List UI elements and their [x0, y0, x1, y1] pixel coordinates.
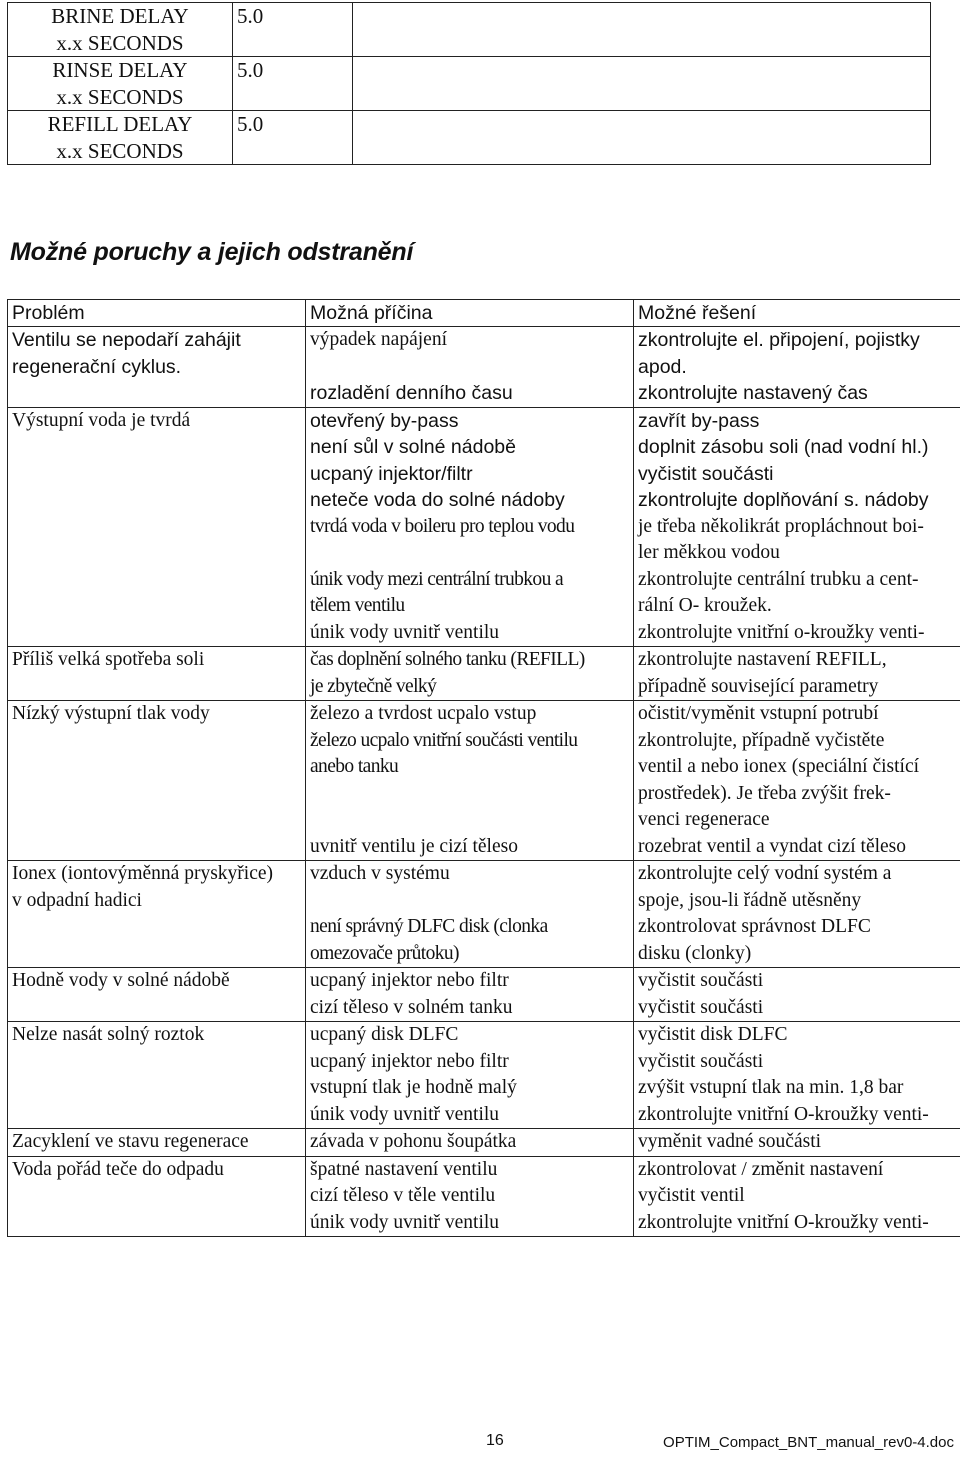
document-filename: OPTIM_Compact_BNT_manual_rev0-4.doc — [663, 1434, 954, 1451]
problem-cell — [8, 1129, 306, 1157]
problem-cell — [8, 914, 306, 968]
solution-line: očistit/vyměnit vstupní potrubí — [638, 703, 879, 724]
cause-cell — [306, 620, 634, 647]
cause-line: tělem ventilu — [310, 595, 405, 616]
cause-line: únik vody uvnitř ventilu — [310, 1211, 500, 1233]
problem-line: Nízký výstupní tlak vody — [12, 703, 210, 724]
cause-cell — [306, 380, 634, 407]
table-row — [8, 1129, 960, 1157]
problem-cell — [8, 461, 306, 488]
solution-line: zkontrolujte doplňování s. nádoby — [638, 489, 929, 511]
delay-value: 5.0 — [233, 57, 353, 111]
delay-unit: x.x SECONDS — [56, 30, 184, 55]
cause-line: je zbytečně velký — [310, 675, 437, 697]
table-row — [8, 995, 960, 1022]
table-row — [8, 914, 960, 968]
delay-row — [8, 111, 931, 165]
delay-settings-table — [7, 2, 931, 165]
cause-line: únik vody uvnitř ventilu — [310, 1103, 500, 1125]
cause-cell — [306, 701, 634, 728]
solution-line: zkontrolujte vnitřní o-kroužky venti- — [638, 621, 925, 643]
problem-cell — [8, 968, 306, 995]
problem-cell — [8, 647, 306, 701]
delay-name-cell — [8, 111, 233, 165]
problem-cell — [8, 620, 306, 647]
solution-line: rozebrat ventil a vyndat cizí těleso — [638, 835, 907, 857]
problem-line: Zacyklení ve stavu regenerace — [12, 1131, 249, 1152]
solution-cell — [634, 1183, 960, 1210]
page-number: 16 — [486, 1432, 504, 1449]
problem-cell — [8, 1210, 306, 1237]
cause-cell — [306, 647, 634, 701]
solution-cell — [634, 434, 960, 461]
delay-value: 5.0 — [233, 111, 353, 165]
cause-cell — [306, 728, 634, 834]
solution-line: vyčistit disk DLFC — [638, 1024, 788, 1045]
table-row — [8, 1102, 960, 1129]
cause-line: únik vody mezi centrální trubkou a — [310, 568, 564, 590]
cause-line: vstupní tlak je hodně malý — [310, 1077, 517, 1098]
cause-cell — [306, 914, 634, 968]
problem-cell — [8, 861, 306, 915]
problem-cell — [8, 1022, 306, 1049]
cause-cell — [306, 461, 634, 488]
solution-line: vyčistit součásti — [638, 996, 764, 1018]
cause-cell — [306, 434, 634, 461]
solution-line: zkontrolovat správnost DLFC — [638, 916, 871, 937]
solution-line: zkontrolujte centrální trubku a cent- — [638, 568, 919, 590]
cause-cell — [306, 1102, 634, 1129]
cause-cell — [306, 1129, 634, 1157]
problem-cell — [8, 407, 306, 434]
cause-line: otevřený by-pass — [310, 409, 459, 432]
cause-cell — [306, 1022, 634, 1049]
cause-cell — [306, 514, 634, 567]
table-row — [8, 1049, 960, 1076]
solution-cell — [634, 914, 960, 968]
problem-cell — [8, 701, 306, 728]
table-row — [8, 1022, 960, 1049]
delay-name-cell — [8, 3, 233, 57]
solution-line: venci regenerace — [638, 809, 770, 830]
delay-name-cell — [8, 57, 233, 111]
solution-line: zvýšit vstupní tlak na min. 1,8 bar — [638, 1077, 904, 1098]
delay-empty-cell — [353, 3, 931, 57]
cause-line: železo a tvrdost ucpalo vstup — [310, 703, 537, 724]
solution-cell — [634, 620, 960, 647]
delay-unit: x.x SECONDS — [56, 138, 184, 163]
cause-cell — [306, 834, 634, 861]
problem-cell — [8, 1049, 306, 1076]
delay-unit: x.x SECONDS — [56, 84, 184, 109]
solution-cell — [634, 327, 960, 381]
problem-line: Hodně vody v solné nádobě — [12, 970, 230, 991]
problem-line: Výstupní voda je tvrdá — [12, 409, 191, 431]
cause-line: není sůl v solné nádobě — [310, 436, 516, 458]
solution-line: disku (clonky) — [638, 942, 752, 964]
delay-empty-cell — [353, 57, 931, 111]
cause-line: omezovače průtoku) — [310, 942, 459, 964]
solution-line: ler měkkou vodou — [638, 542, 780, 563]
solution-line: zkontrolujte celý vodní systém a — [638, 863, 892, 884]
delay-name: REFILL DELAY — [47, 112, 193, 136]
solution-line: rální O- kroužek. — [638, 595, 772, 616]
cause-line: závada v pohonu šoupátka — [310, 1131, 517, 1152]
problem-cell — [8, 1156, 306, 1183]
table-row — [8, 701, 960, 728]
cause-cell — [306, 327, 634, 381]
cause-line: není správný DLFC disk (clonka — [310, 916, 548, 937]
problem-cell — [8, 487, 306, 514]
problem-line: Ionex (iontovýměnná pryskyřice) — [12, 863, 274, 884]
table-row — [8, 1156, 960, 1183]
solution-line: případně související parametry — [638, 675, 879, 697]
cause-line: ucpaný injektor nebo filtr — [310, 970, 509, 991]
solution-cell — [634, 834, 960, 861]
delay-value: 5.0 — [233, 3, 353, 57]
solution-cell — [634, 1102, 960, 1129]
problem-line: Nelze nasát solný roztok — [12, 1024, 205, 1045]
table-row — [8, 647, 960, 701]
cause-cell — [306, 968, 634, 995]
delay-row — [8, 57, 931, 111]
solution-cell — [634, 1156, 960, 1183]
solution-line: spoje, jsou-li řádně utěsněny — [638, 889, 862, 911]
problem-line: Voda pořád teče do odpadu — [12, 1158, 224, 1180]
solution-line: vyměnit vadné součásti — [638, 1131, 822, 1152]
cause-cell — [306, 1075, 634, 1102]
solution-line: zavřít by-pass — [638, 409, 760, 432]
cause-line: tvrdá voda v boileru pro teplou vodu — [310, 515, 575, 537]
problem-cell — [8, 834, 306, 861]
problem-cell — [8, 380, 306, 407]
solution-cell — [634, 1210, 960, 1237]
cause-line: cizí těleso v solném tanku — [310, 996, 513, 1018]
solution-cell — [634, 728, 960, 834]
solution-line: zkontrolujte el. připojení, pojistky — [638, 329, 920, 351]
table-row — [8, 567, 960, 620]
solution-line: vyčistit součásti — [638, 1050, 764, 1072]
solution-line: je třeba několikrát propláchnout boi- — [638, 515, 924, 537]
cause-line: neteče voda do solné nádoby — [310, 489, 565, 511]
cause-cell — [306, 487, 634, 514]
cause-cell — [306, 567, 634, 620]
solution-cell — [634, 514, 960, 567]
table-row — [8, 1075, 960, 1102]
delay-name: BRINE DELAY — [51, 4, 189, 28]
problem-cell — [8, 1075, 306, 1102]
problem-line: v odpadní hadici — [12, 889, 142, 911]
problem-cell — [8, 1183, 306, 1210]
problem-cell — [8, 567, 306, 620]
table-header-row — [8, 300, 960, 327]
cause-line: čas doplnění solného tanku (REFILL) — [310, 649, 585, 670]
header-problem: Problém — [8, 300, 306, 327]
cause-line: ucpaný disk DLFC — [310, 1024, 459, 1045]
solution-line: doplnit zásobu soli (nad vodní hl.) — [638, 436, 929, 458]
problem-cell — [8, 1102, 306, 1129]
solution-line: prostředek). Je třeba zvýšit frek- — [638, 782, 891, 804]
table-row — [8, 1183, 960, 1210]
table-row — [8, 728, 960, 834]
delay-name: RINSE DELAY — [52, 58, 188, 82]
solution-cell — [634, 861, 960, 915]
solution-line: zkontrolujte, případně vyčistěte — [638, 729, 885, 751]
solution-cell — [634, 380, 960, 407]
delay-row — [8, 3, 931, 57]
cause-line: špatné nastavení ventilu — [310, 1158, 498, 1180]
solution-cell — [634, 968, 960, 995]
problem-line: regenerační cyklus. — [12, 355, 182, 378]
solution-line: zkontrolujte nastavení REFILL, — [638, 649, 887, 670]
header-cause: Možná příčina — [306, 300, 634, 327]
solution-line: vyčistit součásti — [638, 462, 774, 485]
cause-line: rozladění denního času — [310, 382, 513, 404]
table-row — [8, 380, 960, 407]
problem-line: Příliš velká spotřeba soli — [12, 649, 205, 670]
cause-cell — [306, 407, 634, 434]
header-solution: Možné řešení — [634, 300, 960, 327]
troubleshooting-rows — [8, 327, 960, 1237]
table-row — [8, 461, 960, 488]
table-row — [8, 968, 960, 995]
solution-cell — [634, 487, 960, 514]
cause-line: cizí těleso v těle ventilu — [310, 1185, 496, 1206]
table-row — [8, 620, 960, 647]
cause-cell — [306, 1210, 634, 1237]
table-row — [8, 1210, 960, 1237]
table-row — [8, 327, 960, 381]
cause-cell — [306, 995, 634, 1022]
cause-cell — [306, 1049, 634, 1076]
table-row — [8, 861, 960, 915]
table-row — [8, 487, 960, 514]
solution-line: vyčistit ventil — [638, 1185, 745, 1206]
table-row — [8, 834, 960, 861]
solution-cell — [634, 647, 960, 701]
solution-line: zkontrolujte vnitřní O-kroužky venti- — [638, 1103, 929, 1125]
cause-line: ucpaný injektor/filtr — [310, 462, 473, 485]
solution-cell — [634, 407, 960, 434]
cause-cell — [306, 861, 634, 915]
solution-cell — [634, 995, 960, 1022]
table-row — [8, 434, 960, 461]
cause-line: anebo tanku — [310, 756, 399, 777]
section-title: Možné poruchy a jejich odstranění — [10, 238, 414, 266]
cause-line: uvnitř ventilu je cizí těleso — [310, 835, 518, 857]
table-row — [8, 407, 960, 434]
problem-cell — [8, 995, 306, 1022]
troubleshooting-table — [7, 299, 960, 1237]
cause-cell — [306, 1183, 634, 1210]
solution-cell — [634, 701, 960, 728]
cause-line: ucpaný injektor nebo filtr — [310, 1050, 509, 1072]
cause-cell — [306, 1156, 634, 1183]
problem-line: Ventilu se nepodaří zahájit — [12, 329, 241, 351]
problem-cell — [8, 514, 306, 567]
solution-cell — [634, 567, 960, 620]
solution-line: apod. — [638, 355, 687, 378]
table-row — [8, 514, 960, 567]
solution-line: vyčistit součásti — [638, 970, 764, 991]
cause-line: železo ucpalo vnitřní součásti ventilu — [310, 729, 578, 751]
problem-cell — [8, 434, 306, 461]
problem-cell — [8, 327, 306, 381]
solution-line: zkontrolujte nastavený čas — [638, 382, 868, 404]
solution-line: ventil a nebo ionex (speciální čistící — [638, 756, 920, 777]
cause-line: únik vody uvnitř ventilu — [310, 621, 500, 643]
problem-cell — [8, 728, 306, 834]
solution-cell — [634, 1129, 960, 1157]
solution-cell — [634, 1049, 960, 1076]
solution-cell — [634, 1075, 960, 1102]
cause-line: výpadek napájení — [310, 329, 447, 350]
solution-line: zkontrolujte vnitřní O-kroužky venti- — [638, 1211, 929, 1233]
solution-cell — [634, 1022, 960, 1049]
cause-line: vzduch v systému — [310, 863, 450, 884]
solution-cell — [634, 461, 960, 488]
solution-line: zkontrolovat / změnit nastavení — [638, 1158, 884, 1180]
delay-empty-cell — [353, 111, 931, 165]
